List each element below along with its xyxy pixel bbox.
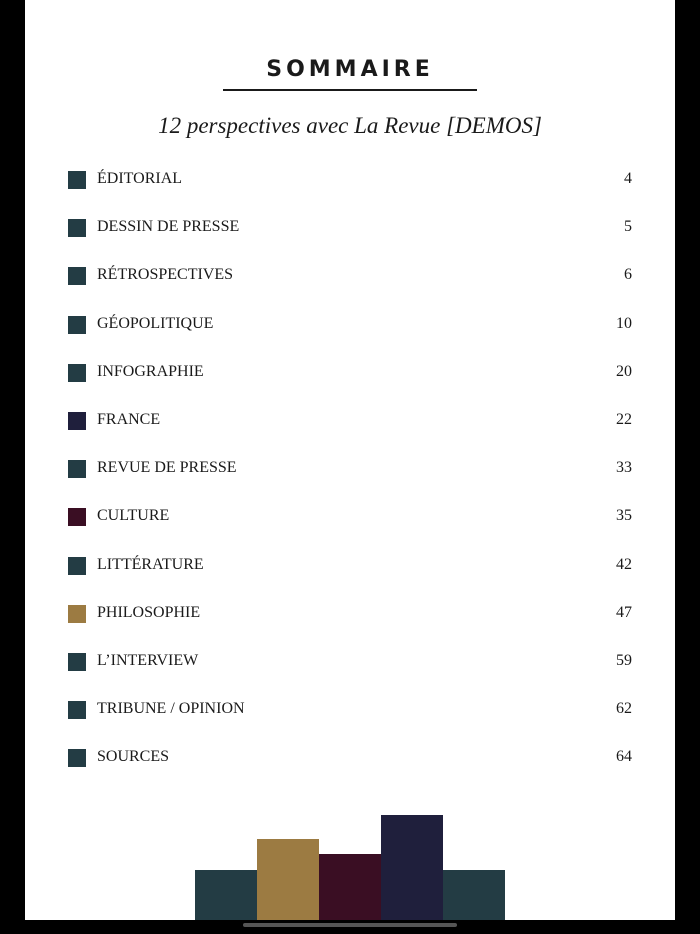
- color-marker: [68, 267, 86, 285]
- toc-entry[interactable]: [68, 698, 632, 722]
- color-marker: [68, 701, 86, 719]
- toc-entry-label: ÉDITORIAL: [97, 170, 183, 187]
- toc-entry-label: FRANCE: [97, 411, 161, 428]
- toc-entry-label: RÉTROSPECTIVES: [97, 266, 234, 284]
- toc-entry[interactable]: [68, 554, 632, 578]
- toc-entry-page: 20: [616, 362, 632, 380]
- decor-block-teal: [443, 870, 505, 920]
- toc-entry[interactable]: [68, 457, 632, 481]
- toc-entry[interactable]: [68, 602, 632, 626]
- toc-entry-page: 35: [616, 507, 632, 525]
- toc-entry-label: LITTÉRATURE: [97, 555, 204, 573]
- toc-entry[interactable]: [68, 264, 632, 288]
- toc-entry-page: 22: [616, 411, 632, 428]
- color-marker: [68, 653, 86, 671]
- color-marker: [68, 605, 86, 623]
- page-subtitle: 12 perspectives avec La Revue [DEMOS]: [158, 113, 542, 138]
- toc-entry[interactable]: [68, 361, 632, 385]
- home-indicator[interactable]: [243, 923, 457, 927]
- toc-entry-page: 33: [616, 459, 632, 477]
- decor-block-teal: [195, 870, 257, 920]
- color-marker: [68, 316, 86, 334]
- toc-entry-page: 6: [624, 266, 632, 284]
- color-marker: [68, 749, 86, 767]
- toc-entry-label: DESSIN DE PRESSE: [97, 218, 240, 236]
- toc-entry-page: 4: [624, 170, 632, 187]
- toc-entry-page: 10: [616, 314, 632, 332]
- page-title: SOMMAIRE: [266, 57, 434, 82]
- toc-entry-label: SOURCES: [97, 748, 170, 766]
- toc-entry-page: 5: [624, 218, 632, 236]
- color-marker: [68, 412, 86, 430]
- toc-entry[interactable]: [68, 168, 632, 192]
- toc-entry-label: L’INTERVIEW: [97, 652, 199, 669]
- toc-entry-page: 64: [616, 748, 632, 766]
- color-marker: [68, 460, 86, 478]
- toc-entry-page: 59: [616, 652, 632, 669]
- toc-entry[interactable]: [68, 216, 632, 240]
- toc-entry-label: REVUE DE PRESSE: [97, 459, 237, 477]
- decor-block-gold: [257, 839, 319, 920]
- title-underline: [223, 89, 477, 91]
- color-marker: [68, 219, 86, 237]
- document-page: [25, 0, 675, 920]
- decor-block-navy: [381, 815, 443, 920]
- toc-entry[interactable]: [68, 505, 632, 529]
- toc-entry-label: INFOGRAPHIE: [97, 362, 204, 380]
- toc-entry-label: TRIBUNE / OPINION: [97, 700, 245, 718]
- toc-entry[interactable]: [68, 313, 632, 337]
- toc-entry[interactable]: [68, 409, 632, 433]
- toc-entry-label: GÉOPOLITIQUE: [97, 314, 214, 332]
- toc-entry-label: PHILOSOPHIE: [97, 603, 201, 621]
- toc-entry-page: 42: [616, 555, 632, 573]
- color-marker: [68, 364, 86, 382]
- toc-entry-page: 62: [616, 700, 632, 718]
- color-marker: [68, 171, 86, 189]
- toc-entry-page: 47: [616, 603, 632, 621]
- toc-entry-label: CULTURE: [97, 507, 170, 525]
- color-marker: [68, 557, 86, 575]
- decor-block-maroon: [319, 854, 381, 920]
- color-marker: [68, 508, 86, 526]
- toc-entry[interactable]: [68, 650, 632, 674]
- toc-entry[interactable]: [68, 746, 632, 770]
